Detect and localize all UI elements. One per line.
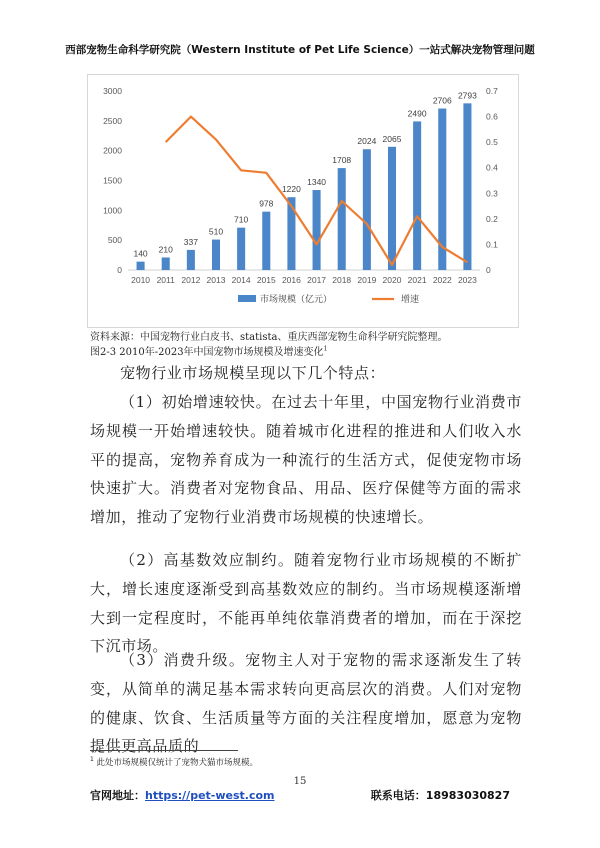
bar xyxy=(187,250,195,270)
paragraph-point-3: （3）消费升级。宠物主人对于宠物的需求逐渐发生了转变，从简单的满足基本需求转向更高层次的消费。人们对宠物的健康、饮食、生活质量等方面的关注程度增加，愿意为宠物提供更高品质的 xyxy=(90,651,522,756)
website-link[interactable]: https://pet-west.com xyxy=(145,789,275,802)
y-left-tick-label: 3000 xyxy=(103,86,122,96)
bar-data-label: 1220 xyxy=(281,184,301,195)
x-tick-label: 2014 xyxy=(231,275,251,285)
bar xyxy=(463,103,471,270)
x-tick-label: 2016 xyxy=(281,275,301,285)
phone-label: 联系电话： xyxy=(370,789,426,802)
y-left-tick-label: 1000 xyxy=(103,205,122,216)
y-right-tick-label: 0.7 xyxy=(486,86,498,96)
footnote-ref: 1 xyxy=(323,345,328,353)
bar-data-label: 337 xyxy=(183,236,198,247)
bar xyxy=(413,121,421,270)
bar-data-label: 140 xyxy=(133,248,148,259)
bar xyxy=(338,168,346,270)
x-tick-label: 2021 xyxy=(407,275,427,285)
bar xyxy=(137,262,145,270)
legend-bar-swatch xyxy=(238,295,256,302)
bar xyxy=(363,149,371,270)
x-tick-label: 2020 xyxy=(382,275,402,285)
bar-data-label: 2490 xyxy=(407,108,427,119)
phone-number: 18983030827 xyxy=(425,789,510,802)
bar-data-label: 2024 xyxy=(357,136,377,147)
x-tick-label: 2017 xyxy=(307,275,327,285)
y-left-tick-label: 1500 xyxy=(103,175,122,186)
x-tick-label: 2015 xyxy=(256,275,276,285)
bar-data-label: 2065 xyxy=(382,133,402,144)
figure-caption xyxy=(90,343,327,358)
legend-line-label: 增速 xyxy=(401,295,420,305)
chart-source: 资料来源：中国宠物行业白皮书、statista、重庆西部宠物生命科学研究院整理。 xyxy=(90,332,448,343)
website-label: 官网地址： xyxy=(90,789,145,802)
x-tick-label: 2010 xyxy=(131,275,151,285)
legend-bar-label: 市场规模（亿元） xyxy=(260,295,333,305)
x-tick-label: 2012 xyxy=(181,275,201,285)
x-tick-label: 2011 xyxy=(156,275,175,285)
x-tick-label: 2022 xyxy=(432,275,452,285)
bar-data-label: 1340 xyxy=(307,177,327,188)
figure-caption-text: 图2-3 2010年-2023年中国宠物市场规模及增速变化 xyxy=(90,347,324,358)
footnote-text: 此处市场规模仅统计了宠物犬猫市场规模。 xyxy=(96,758,259,768)
page-number: 15 xyxy=(293,776,307,787)
bar xyxy=(237,228,245,270)
paragraph-point-2: （2）高基数效应制约。随着宠物行业市场规模的不断扩大，增长速度逐渐受到高基数效应的制约。当市场规模逐渐增大到一定程度时，不能再单纯依靠消费者的增加，而在于深挖下沉市场。 xyxy=(90,551,522,656)
bar xyxy=(262,212,270,270)
y-right-tick-label: 0.2 xyxy=(486,213,498,224)
x-tick-label: 2019 xyxy=(357,275,377,285)
chart-svg xyxy=(88,75,518,327)
bar-data-label: 2793 xyxy=(457,90,477,101)
bar-data-label: 2706 xyxy=(432,95,452,106)
phone-info xyxy=(371,787,510,803)
x-tick-label: 2018 xyxy=(332,275,352,285)
bar xyxy=(212,240,220,270)
x-tick-label: 2023 xyxy=(457,275,477,285)
bar xyxy=(388,147,396,270)
y-right-tick-label: 0.4 xyxy=(486,162,498,173)
paragraph-intro: 宠物行业市场规模呈现以下几个特点： xyxy=(120,364,386,382)
y-right-tick-label: 0.5 xyxy=(486,137,498,148)
footnote-mark: 1 xyxy=(90,756,94,764)
y-right-tick-label: 0.3 xyxy=(486,188,498,199)
bar-data-label: 1708 xyxy=(332,155,352,166)
y-right-tick-label: 0.6 xyxy=(486,111,498,122)
bar-data-label: 210 xyxy=(158,244,173,255)
y-left-tick-label: 2500 xyxy=(103,115,122,126)
bar-data-label: 710 xyxy=(234,214,249,225)
y-left-tick-label: 0 xyxy=(117,265,122,275)
y-right-tick-label: 0.1 xyxy=(486,239,498,250)
y-left-tick-label: 2000 xyxy=(103,145,122,156)
bar xyxy=(313,190,321,270)
page-footer xyxy=(90,787,510,803)
bar-data-label: 510 xyxy=(208,226,224,237)
page-header: 西部宠物生命科学研究院（Western Institute of Pet Life Science）一站式解决宠物管理问题 xyxy=(65,44,535,56)
bar xyxy=(162,257,170,270)
bar-data-label: 978 xyxy=(259,198,274,209)
market-size-chart xyxy=(87,74,519,328)
y-right-tick-label: 0 xyxy=(486,265,491,275)
x-tick-label: 2013 xyxy=(206,275,226,285)
footnote-divider xyxy=(90,750,238,751)
y-left-tick-label: 500 xyxy=(107,235,122,246)
paragraph-point-1: （1）初始增速较快。在过去十年里，中国宠物行业消费市场规模一开始增速较快。随着城市化进程的推进和人们收入水平的提高，宠物养育成为一种流行的生活方式，促使宠物市场快速扩大。消费者对宠物食品、用品、医疗保健等方面的需求增加，推动了宠物行业消费市场规模的快速增长。 xyxy=(90,393,522,527)
footnote xyxy=(90,756,258,768)
